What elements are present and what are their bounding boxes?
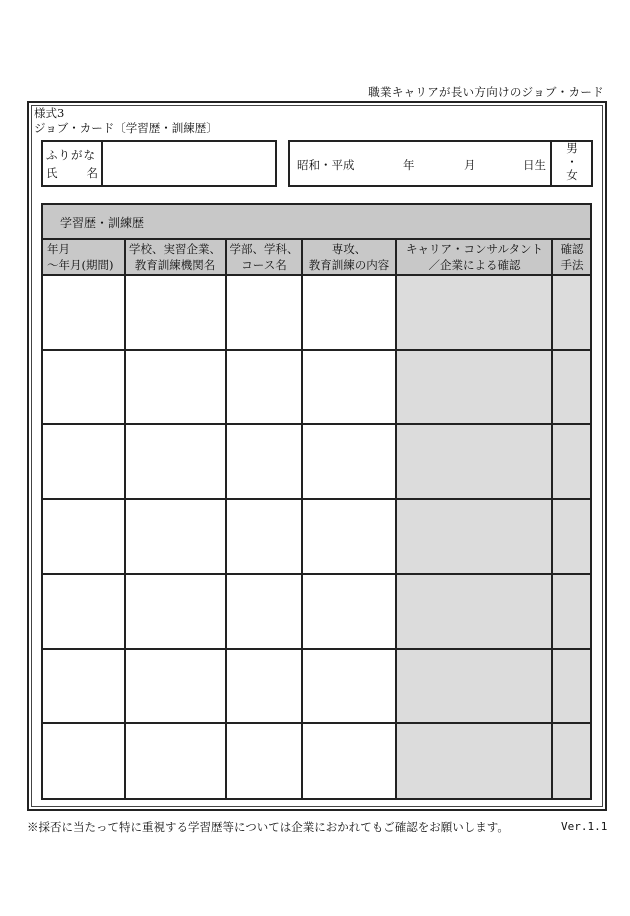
gender-dot: ・	[566, 154, 578, 169]
name-input-area[interactable]	[104, 142, 275, 185]
footnote: ※採否に当たって特に重視する学習歴等については企業におかれてもご確認をお願いします。	[27, 820, 509, 834]
header-department: 学部、学科、 コース名	[229, 242, 299, 272]
name-label	[46, 165, 98, 181]
table-border	[41, 203, 592, 800]
birth-month-label: 月	[464, 158, 476, 172]
version-label: Ver.1.1	[561, 820, 608, 833]
header-school: 学校、実習企業、 教育訓練機関名	[129, 242, 221, 272]
name-divider	[101, 140, 103, 187]
name-label-1: 氏	[46, 166, 58, 180]
gender-selector[interactable]	[553, 142, 591, 183]
form-number: 様式3	[34, 106, 65, 120]
name-label-2: 名	[86, 166, 98, 180]
header-period: 年月 ～年月(期間)	[47, 242, 114, 272]
gender-female: 女	[566, 168, 578, 182]
era-label: 昭和・平成	[297, 158, 355, 172]
top-note: 職業キャリアが長い方向けのジョブ・カード	[368, 85, 604, 99]
header-major: 専攻、 教育訓練の内容	[308, 242, 390, 272]
section-title: 学習歴・訓練歴	[60, 216, 145, 230]
form-title: ジョブ・カード〔学習歴・訓練歴〕	[34, 121, 218, 135]
birth-date-divider	[550, 140, 552, 187]
birth-year-label: 年	[403, 158, 415, 172]
birth-day-label: 日生	[523, 158, 546, 172]
header-method: 確認 手法	[560, 242, 584, 272]
furigana-label: ふりがな	[46, 148, 96, 162]
header-confirmation: キャリア・コンサルタント ／企業による確認	[406, 242, 543, 272]
gender-male: 男	[566, 141, 578, 155]
